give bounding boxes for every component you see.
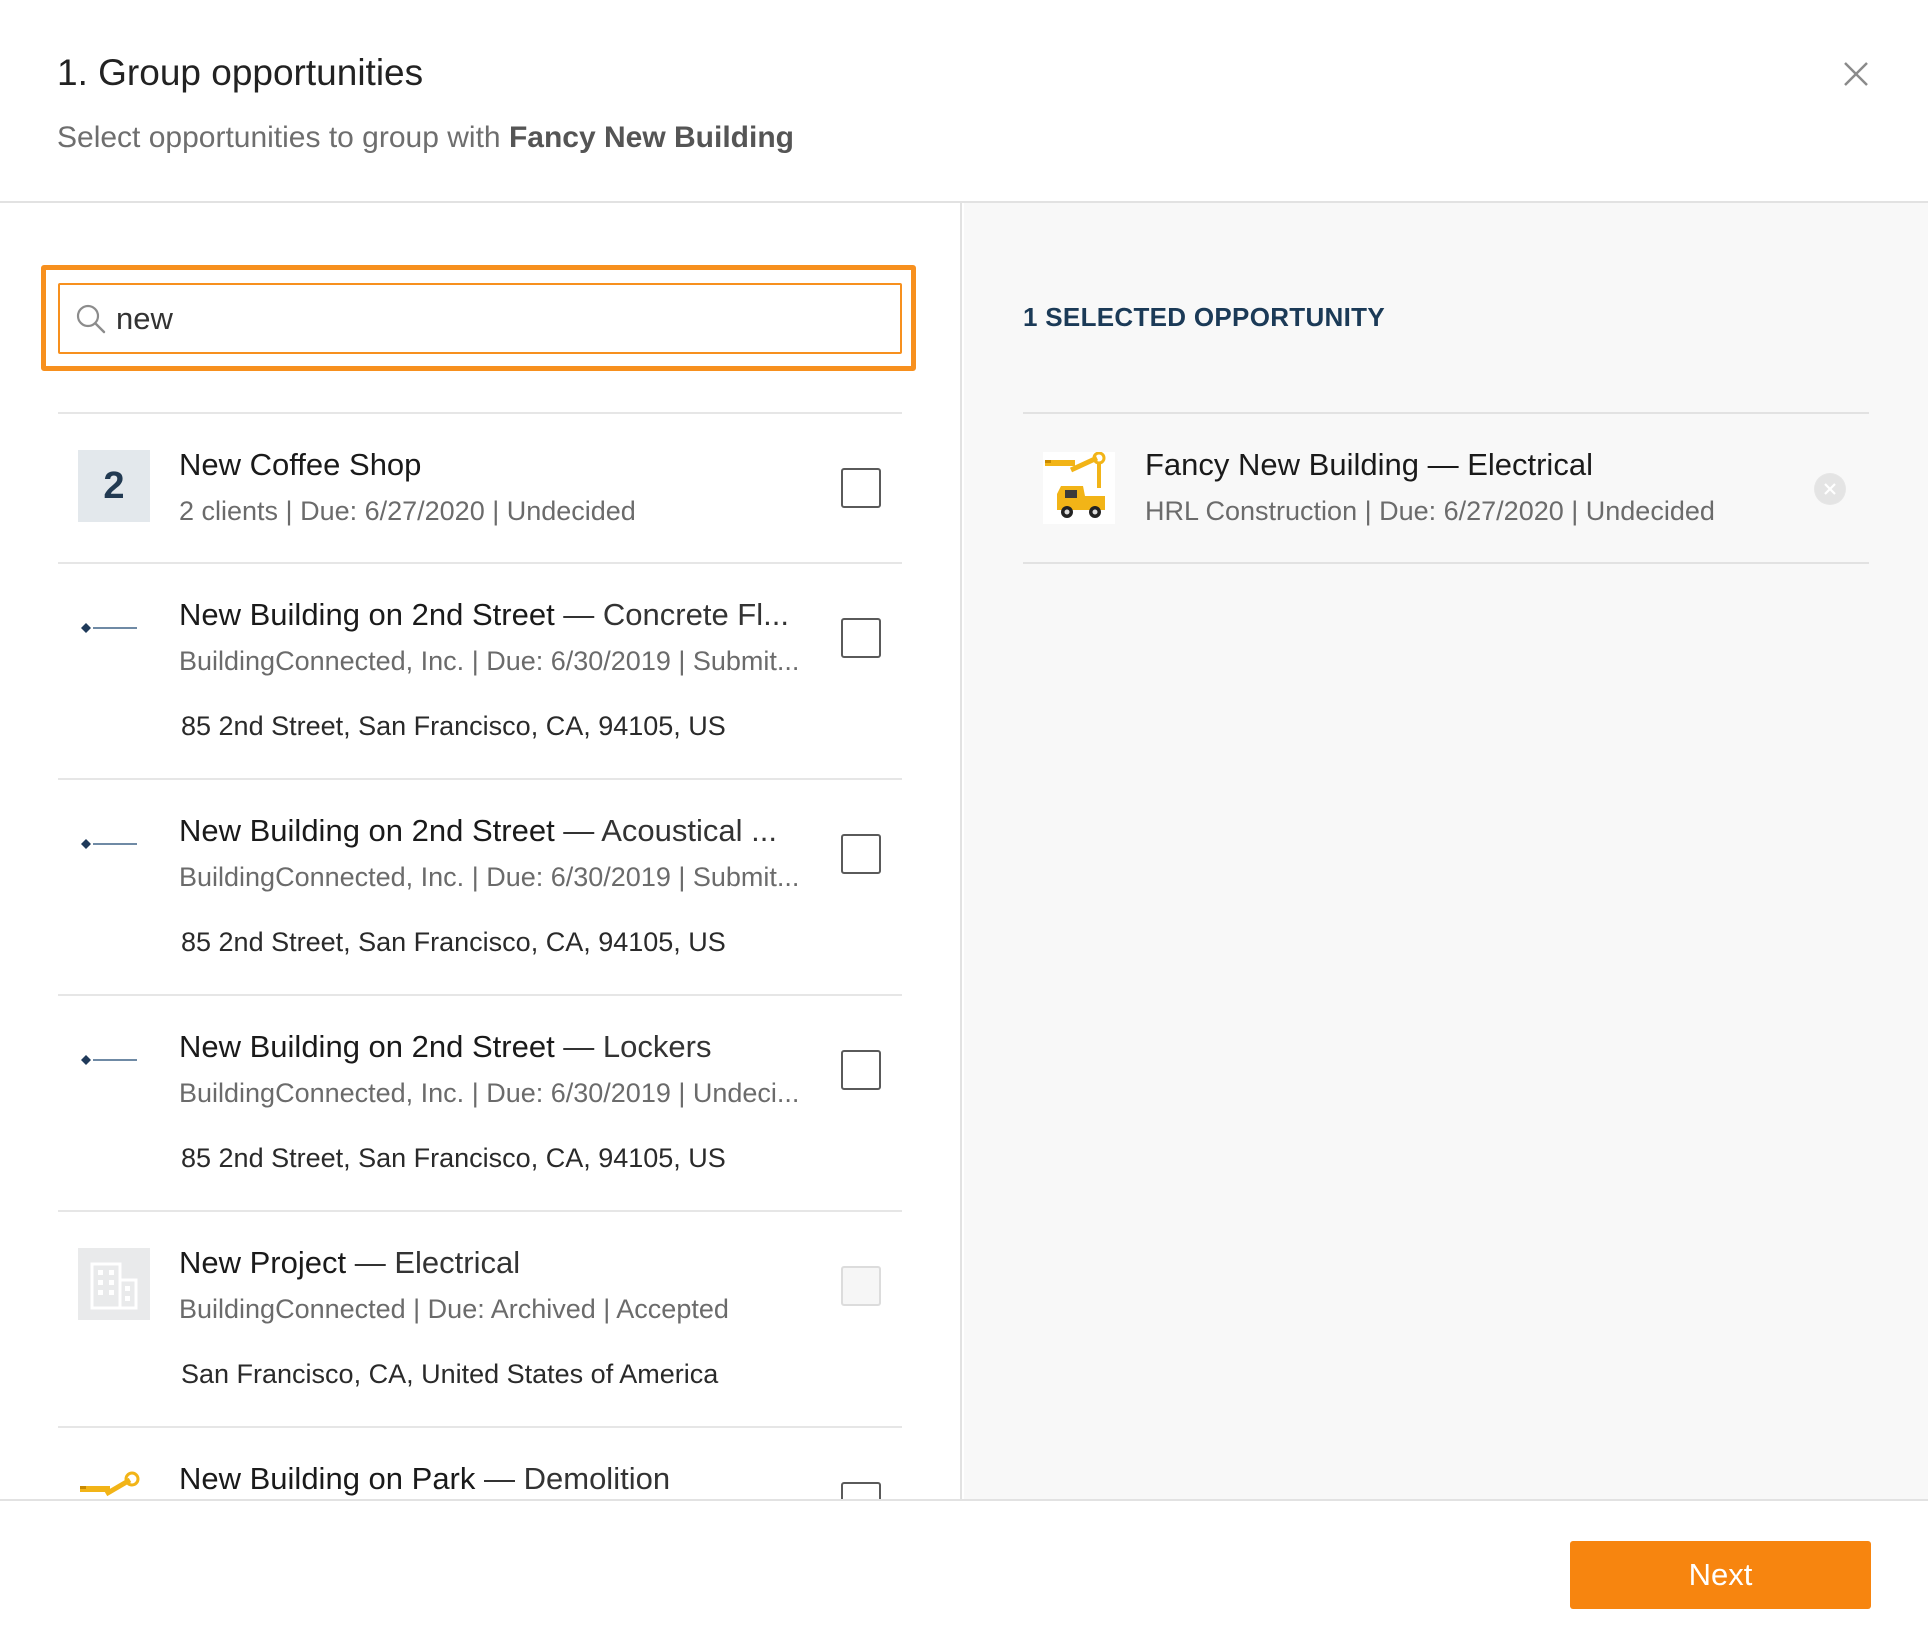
modal-title: 1. Group opportunities [57, 52, 424, 93]
opportunity-name: New Coffee Shop [179, 447, 422, 482]
list-item[interactable] [58, 1428, 902, 1499]
opportunity-address: 85 2nd Street, San Francisco, CA, 94105, US [181, 711, 726, 741]
selected-trade: — Electrical [1418, 447, 1593, 482]
opportunity-trade: — Acoustical ... [554, 813, 777, 848]
selected-meta: HRL Construction | Due: 6/27/2020 | Undecided [1145, 496, 1715, 526]
crane-truck-logo [78, 1464, 150, 1499]
search-input[interactable] [116, 293, 876, 345]
subtitle-prefix: Select opportunities to group with [57, 121, 509, 154]
opportunity-title [179, 447, 421, 483]
subtitle-target: Fancy New Building [508, 121, 794, 154]
list-item[interactable] [58, 780, 902, 996]
opportunity-address: 85 2nd Street, San Francisco, CA, 94105, US [181, 1143, 726, 1173]
search-field[interactable] [58, 283, 902, 354]
selected-list [1023, 412, 1869, 564]
opportunity-address: 85 2nd Street, San Francisco, CA, 94105, US [181, 927, 726, 957]
opportunity-title [179, 597, 789, 633]
buildingconnected-logo [78, 808, 150, 880]
selected-name: Fancy New Building [1145, 447, 1419, 482]
opportunity-meta: 2 clients | Due: 6/27/2020 | Undecided [179, 496, 636, 526]
opportunity-title [179, 1029, 711, 1065]
search-results-panel [0, 203, 962, 1499]
selected-title [1145, 447, 1593, 483]
select-checkbox[interactable] [841, 834, 881, 874]
opportunity-title [179, 813, 777, 849]
opportunity-name: New Project [179, 1245, 347, 1280]
list-item[interactable] [58, 414, 902, 564]
client-count-badge: 2 [78, 450, 150, 522]
list-item[interactable] [58, 564, 902, 780]
opportunity-trade: — Lockers [554, 1029, 712, 1064]
buildingconnected-logo [78, 1024, 150, 1096]
select-checkbox[interactable] [841, 1050, 881, 1090]
modal-footer [0, 1499, 1928, 1644]
crane-truck-logo [1043, 452, 1115, 524]
select-checkbox[interactable] [841, 618, 881, 658]
opportunity-trade: — Concrete Fl... [554, 597, 789, 632]
list-item[interactable] [58, 996, 902, 1212]
selected-heading: 1 SELECTED OPPORTUNITY [1023, 302, 1385, 332]
opportunity-title [179, 1245, 520, 1281]
remove-circle-icon [1814, 473, 1846, 505]
opportunity-name: New Building on 2nd Street [179, 813, 555, 848]
close-icon [1838, 56, 1874, 92]
selected-panel [964, 203, 1928, 1499]
opportunity-name: New Building on Park [179, 1461, 476, 1496]
opportunity-meta: BuildingConnected, Inc. | Due: 6/30/2019 | Undeci... [179, 1078, 800, 1108]
selected-item [1023, 414, 1869, 564]
opportunity-name: New Building on 2nd Street [179, 1029, 555, 1064]
building-icon [78, 1248, 150, 1320]
opportunity-name: New Building on 2nd Street [179, 597, 555, 632]
select-checkbox-disabled [841, 1266, 881, 1306]
select-checkbox[interactable] [841, 468, 881, 508]
search-icon [75, 303, 107, 335]
opportunity-title [179, 1461, 670, 1497]
close-button[interactable] [1838, 56, 1874, 92]
results-list [58, 412, 902, 1499]
select-checkbox[interactable] [841, 1482, 881, 1499]
modal-header [0, 0, 1928, 203]
modal-subtitle [57, 121, 794, 155]
opportunity-meta: BuildingConnected, Inc. | Due: 6/30/2019 | Submit... [179, 646, 800, 676]
opportunity-meta: BuildingConnected, Inc. | Due: 6/30/2019 | Submit... [179, 862, 800, 892]
opportunity-trade: — Electrical [346, 1245, 521, 1280]
remove-selected-button[interactable] [1814, 473, 1846, 505]
next-button[interactable]: Next [1570, 1541, 1871, 1609]
buildingconnected-logo [78, 592, 150, 664]
opportunity-trade: — Demolition [475, 1461, 671, 1496]
opportunity-address: San Francisco, CA, United States of America [181, 1359, 719, 1389]
list-item[interactable] [58, 1212, 902, 1428]
opportunity-meta: BuildingConnected | Due: Archived | Accepted [179, 1294, 729, 1324]
